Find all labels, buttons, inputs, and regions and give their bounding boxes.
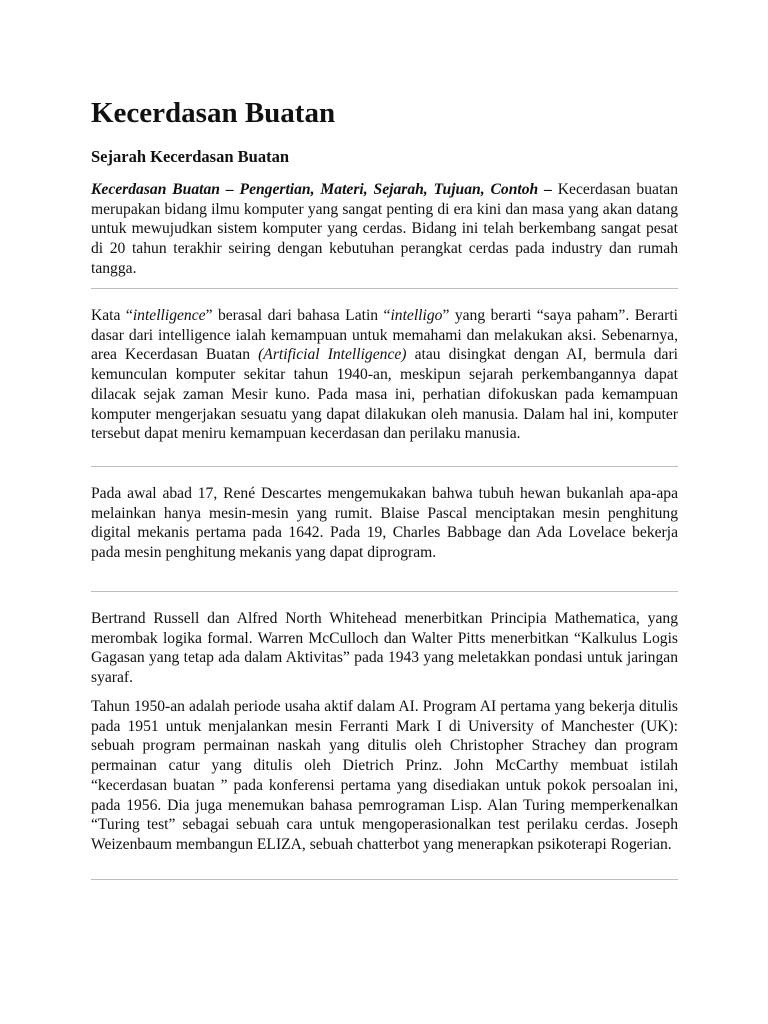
paragraph-russell — [91, 609, 678, 688]
section-heading: Sejarah Kecerdasan Buatan — [91, 147, 289, 166]
divider — [91, 466, 678, 467]
text: Kata “ — [91, 307, 133, 324]
italic-text: (Artificial Intelligence) — [258, 346, 407, 364]
paragraph-descartes — [91, 484, 678, 563]
paragraph-text: Tahun 1950-an adalah periode usaha aktif dalam AI. Program AI pertama yang bekerja ditulis pada 1951 untuk menjalankan mesin Ferranti Mark I di University of Manchester (UK): sebuah program permainan naskah yang ditulis oleh Christopher Strachey dan program permainan catur yang ditulis oleh Dietrich Prinz. John McCarthy membuat istilah “kecerdasan buatan ” pada konferensi pertama yang disediakan untuk pokok persoalan ini, pada 1956. Dia juga menemukan bahasa pemrograman Lisp. Alan Turing memperkenalkan “Turing test” sebagai sebuah cara untuk mengoperasionalkan test perilaku cerdas. Joseph Weizenbaum membangun ELIZA, sebuah chatterbot yang menerapkan psikoterapi Rogerian. — [91, 698, 678, 853]
divider — [91, 288, 678, 289]
text: ” berasal dari bahasa Latin “ — [205, 307, 391, 324]
divider — [91, 879, 678, 880]
document-title: Kecerdasan Buatan — [91, 97, 336, 129]
italic-text: intelligence — [132, 307, 206, 324]
paragraph-intelligence — [91, 306, 678, 444]
paragraph-text: Pada awal abad 17, René Descartes mengemukakan bahwa tubuh hewan bukanlah apa-apa melainkan hanya mesin-mesin yang rumit. Blaise Pascal menciptakan mesin penghitung digital mekanis pertama pada 1642. Pada 19, Charles Babbage dan Ada Lovelace bekerja pada mesin penghitung mekanis yang dapat diprogram. — [91, 485, 678, 562]
document-title-block — [91, 96, 678, 130]
intro-lead: Kecerdasan Buatan – Pengertian, Materi, Sejarah, Tujuan, Contoh – — [91, 181, 552, 198]
paragraph-text: Bertrand Russell dan Alfred North Whitehead menerbitkan Principia Mathematica, yang merombak logika formal. Warren McCulloch dan Walter Pitts menerbitkan “Kalkulus Logis Gagasan yang tetap ada dalam Aktivitas” pada 1943 yang meletakkan pondasi untuk jaringan syaraf. — [91, 610, 678, 687]
text: ” yang berarti “saya paham”. Berarti dasar dari intelligence ialah kemampuan untuk memahami dan melakukan aksi. Sebenarnya, area Kecerdasan Buatan — [91, 307, 678, 364]
paragraph-1950s — [91, 697, 678, 855]
divider — [91, 591, 678, 592]
italic-text: intelligo — [390, 307, 443, 324]
intro-text: Kecerdasan buatan merupakan bidang ilmu komputer yang sangat penting di era kini dan masa yang akan datang untuk mewujudkan sistem komputer yang cerdas. Bidang ini telah berkembang sangat pesat di 20 tahun terakhir seiring dengan kebutuhan perangkat cerdas pada industry dan rumah tangga. — [91, 181, 678, 277]
text: atau disingkat dengan AI, bermula dari kemunculan komputer sekitar tahun 1940-an, meskipun sejarah perkembangannya dapat dilacak sejak zaman Mesir kuno. Pada masa ini, perhatian difokuskan pada kemampuan komputer mengerjakan sesuatu yang dapat dilakukan oleh manusia. Dalam hal ini, komputer tersebut dapat meniru kemampuan kecerdasan dan perilaku manusia. — [91, 346, 678, 443]
section-heading-block — [91, 147, 678, 167]
paragraph-intro — [91, 180, 678, 279]
